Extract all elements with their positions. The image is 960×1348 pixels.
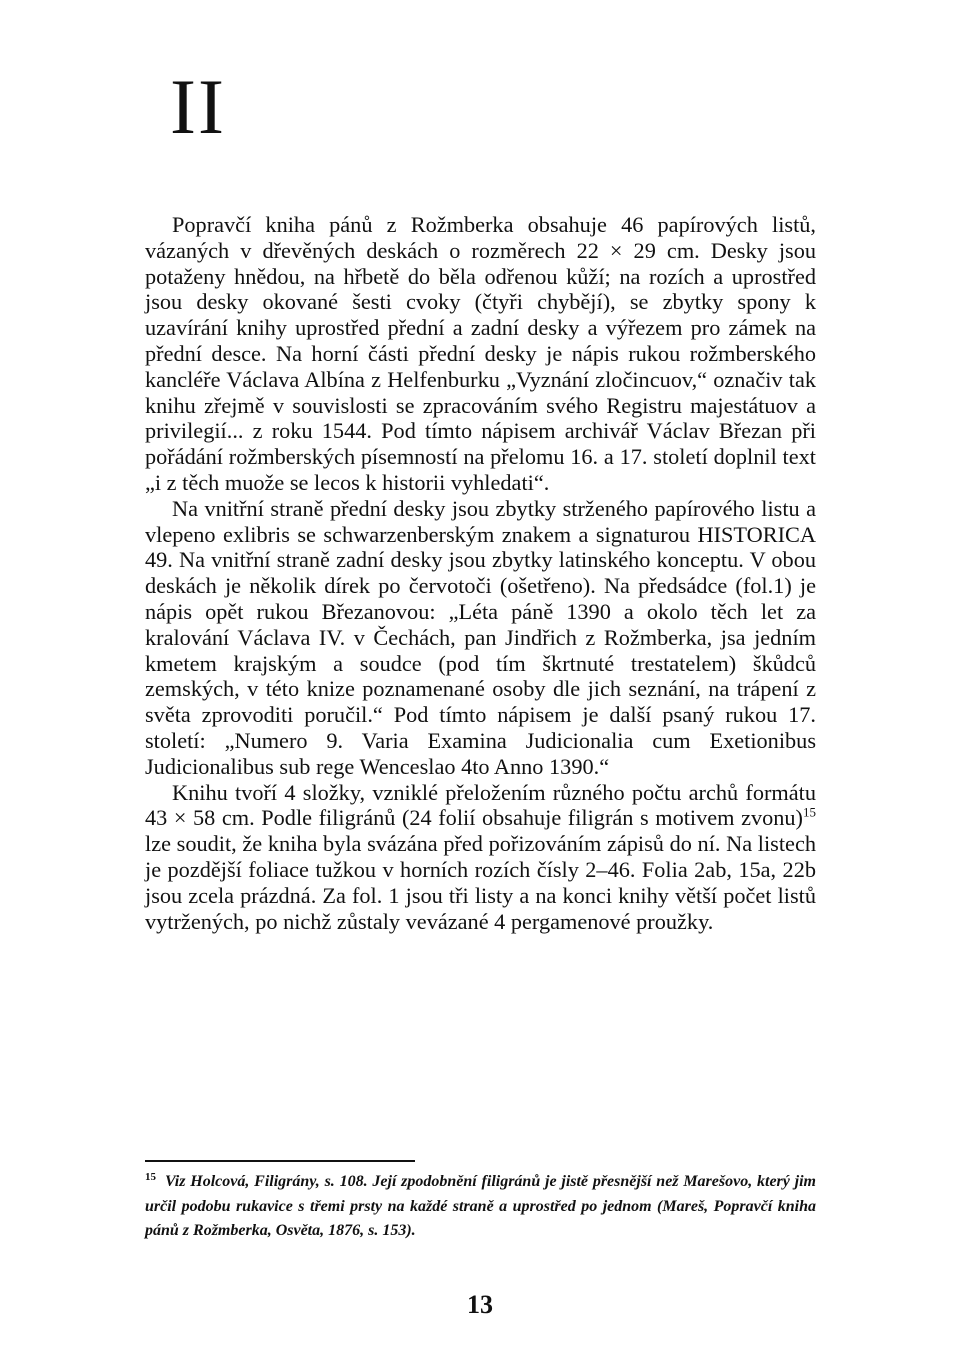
page-number: 13 — [467, 1290, 493, 1319]
paragraph-text: Knihu tvoří 4 složky, vzniklé přeložením různého počtu archů formátu 43 × 58 cm. Podle filigránů (24 folií obsahuje filigrán s motivem zvonu) — [145, 779, 816, 831]
body-text — [145, 212, 816, 934]
paragraph — [145, 780, 816, 935]
footnote-divider — [145, 1160, 415, 1162]
footnote — [145, 1170, 816, 1244]
paragraph-text: lze soudit, že kniha byla svázána před pořizováním zápisů do ní. Na listech je pozdější foliace tužkou v horních rozích čísly 2–46. Folia 2ab, 15a, 22b jsou zcela prázdná. Za fol. 1 jsou tři listy a na konci knihy větší počet listů vytržených, po nichž zůstaly vevázané 4 pergamenové proužky. — [145, 831, 816, 934]
footnote-text: Viz Holcová, Filigrány, s. 108. Její zpodobnění filigránů je jistě přesnější než Marešovo, který jim určil podobu rukavice s třemi prsty na každé straně a uprostřed po jednom (Mareš, Popravčí kniha pánů z Rožmberka, Osvěta, 1876, s. 153). — [145, 1173, 816, 1239]
footnote-reference: 15 — [803, 804, 816, 820]
paragraph: Popravčí kniha pánů z Rožmberka obsahuje 46 papírových listů, vázaných v dřevěných deskách o rozměrech 22 × 29 cm. Desky jsou potaženy hnědou, na hřbetě do běla odřenou kůží; na rozích a uprostřed jsou desky okované šesti cvoky (čtyři chybějí), se zbytky spony k uzavírání knihy uprostřed přední a zadní desky a výřezem pro zámek na přední desce. Na horní části přední desky je nápis rukou rožmberského kancléře Václava Albína z Helfenburku „Vyznání zločincuov,“ označiv tak knihu zřejmě v souvislosti se zpracováním svého Registru majestátuov a privilegií... z roku 1544. Pod tímto nápisem archivář Václav Březan při pořádání rožmberských písemností na přelomu 16. a 17. století doplnil text „i z těch muože se lecos k historii vyhledati“. — [145, 212, 816, 495]
paragraph: Na vnitřní straně přední desky jsou zbytky strženého papírového listu a vlepeno exlibris se schwarzenberským znakem a signaturou HISTORICA 49. Na vnitřní straně zadní desky jsou zbytky latinského konceptu. V obou deskách je několik dírek po červotoči (ošetřeno). Na předsádce (fol.1) je nápis opět rukou Březanovou: „Léta páně 1390 a okolo těch let za kralování Václava IV. v Čechách, pan Jindřich z Rožmberka, jsa jedním kmetem krajským a soudce (pod tím škrtnuté trestatelem) škůdců zemských, v této knize poznamenané osoby dle jich seznání, na trápení z světa zprovoditi poručil.“ Pod tímto nápisem je další psaný rukou 17. století: „Numero 9. Varia Examina Judicionalia cum Exetionibus Judicionalibus sub rege Wenceslao 4to Anno 1390.“ — [145, 495, 816, 779]
chapter-heading: II — [170, 63, 226, 150]
footnote-number: 15 — [145, 1170, 156, 1183]
